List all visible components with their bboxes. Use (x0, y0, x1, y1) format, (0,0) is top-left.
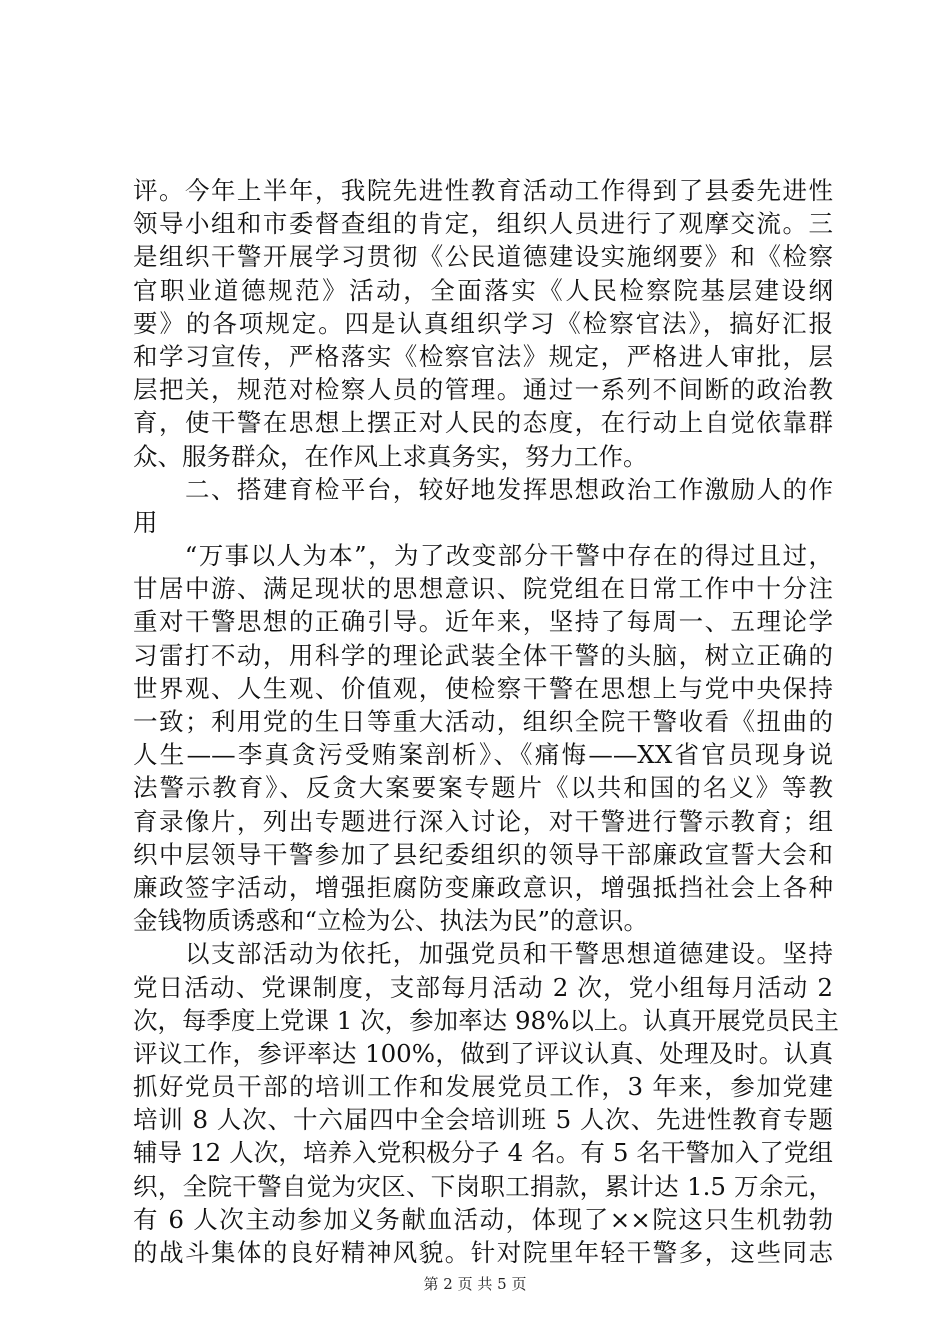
text-line: 要》的各项规定。四是认真组织学习《检察官法》，搞好汇报 (133, 308, 833, 338)
text-line: 一致；利用党的生日等重大活动，组织全院干警收看《扭曲的 (133, 707, 833, 736)
text-line: 领导小组和市委督查组的肯定，组织人员进行了观摩交流。三 (133, 209, 833, 239)
text-line: 和学习宣传，严格落实《检察官法》规定，严格进人审批，层 (133, 341, 833, 371)
text-line: 世界观、人生观、价值观，使检察干警在思想上与党中央保持 (133, 673, 833, 703)
text-line: 用 (133, 507, 158, 537)
text-line: 金钱物质诱惑和“立检为公、执法为民”的意识。 (133, 906, 649, 936)
text-line: 重对干警思想的正确引导。近年来，坚持了每周一、五理论学 (133, 607, 833, 637)
text-line: 官职业道德规范》活动，全面落实《人民检察院基层建设纲 (133, 275, 833, 305)
text-line: 的战斗集体的良好精神风貌。针对院里年轻干警多，这些同志 (133, 1238, 833, 1267)
document-body (133, 174, 839, 1269)
text-line: 织，全院干警自觉为灾区、下岗职工捐款，累计达 1.5 万余元， (133, 1171, 833, 1201)
text-line: 众、服务群众，在作风上求真务实，努力工作。 (133, 441, 648, 471)
text-line: 习雷打不动，用科学的理论武装全体干警的头脑，树立正确的 (133, 640, 833, 670)
text-line: 育，使干警在思想上摆正对人民的态度，在行动上自觉依靠群 (133, 408, 833, 438)
text-line: 培训 8 人次、十六届四中全会培训班 5 人次、先进性教育专题 (133, 1105, 833, 1135)
text-line: 有 6 人次主动参加义务献血活动，体现了××院这只生机勃勃 (133, 1204, 833, 1234)
text-line: 次，每季度上党课 1 次，参加率达 98%以上。认真开展党员民主 (133, 1005, 839, 1035)
page-footer: 第 2 页 共 5 页 (423, 1275, 527, 1293)
text-line: 人生——李真贪污受贿案剖析》、《痛悔——XX省官员现身说 (133, 740, 833, 770)
text-line: 抓好党员干部的培训工作和发展党员工作，3 年来，参加党建 (133, 1072, 833, 1102)
text-line: 辅导 12 人次，培养入党积极分子 4 名。有 5 名干警加入了党组 (133, 1138, 833, 1168)
text-line: 二、搭建育检平台，较好地发挥思想政治工作激励人的作 (133, 474, 833, 504)
text-line: 织中层领导干警参加了县纪委组织的领导干部廉政宣誓大会和 (133, 839, 833, 869)
text-line: 法警示教育》、反贪大案要案专题片《以共和国的名义》等教 (133, 773, 833, 803)
text-line: “万事以人为本”，为了改变部分干警中存在的得过且过， (133, 541, 833, 571)
text-line: 党日活动、党课制度，支部每月活动 2 次，党小组每月活动 2 (133, 972, 833, 1002)
text-line: 甘居中游、满足现状的思想意识、院党组在日常工作中十分注 (133, 574, 833, 604)
text-line: 评议工作，参评率达 100%，做到了评议认真、处理及时。认真 (133, 1038, 833, 1068)
text-line: 廉政签字活动，增强拒腐防变廉政意识，增强抵挡社会上各种 (133, 872, 833, 902)
text-line: 层把关，规范对检察人员的管理。通过一系列不间断的政治教 (133, 375, 833, 405)
text-line: 是组织干警开展学习贯彻《公民道德建设实施纲要》和《检察 (133, 242, 833, 272)
text-line: 评。今年上半年，我院先进性教育活动工作得到了县委先进性 (133, 176, 833, 205)
text-line: 以支部活动为依托，加强党员和干警思想道德建设。坚持 (133, 939, 833, 969)
text-line: 育录像片，列出专题进行深入讨论，对干警进行警示教育；组 (133, 806, 833, 836)
